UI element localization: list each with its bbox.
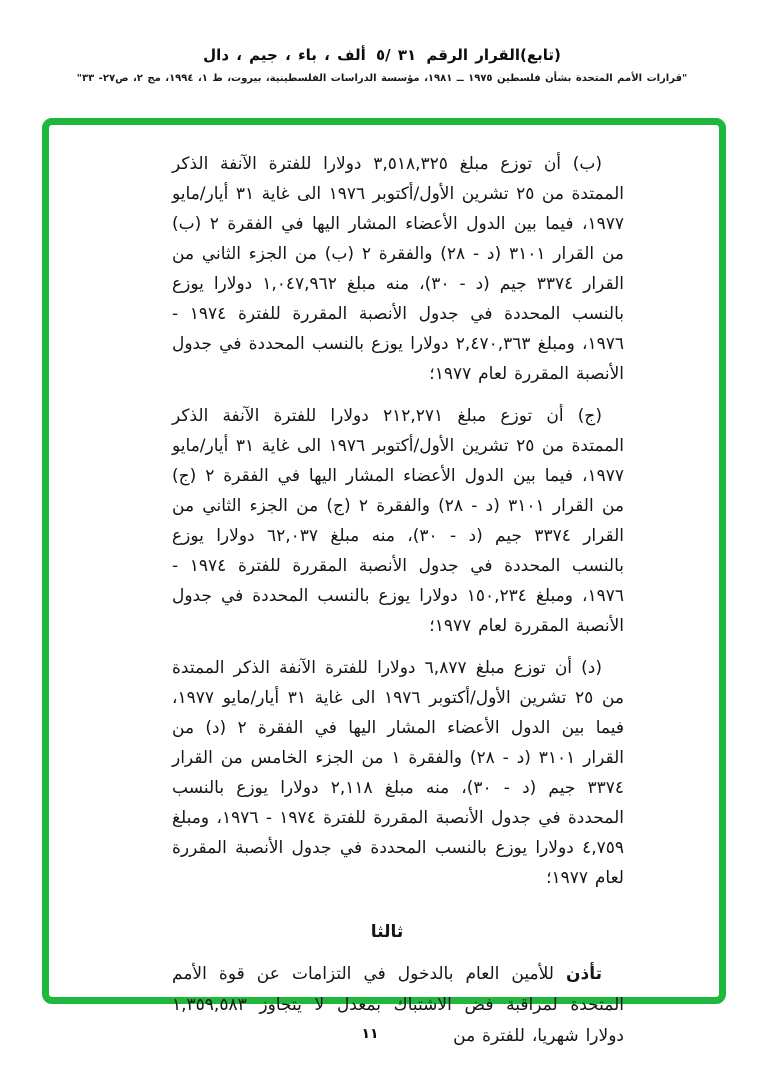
resolution-title [0,46,764,64]
resolution-title-post: ألف ، باء ، جيم ، دال [203,46,366,64]
paragraph-j: (ج) أن توزع مبلغ ٢١٢,٢٧١ دولارا للفترة الآنفة الذكر الممتدة من ٢٥ تشرين الأول/أكتوبر ١٩٧٦ الى غاية ٣١ أيار/مايو ١٩٧٧، فيما بين الدول الأعضاء المشار اليها في الفقرة ٢ (ج) من القرار ٣١٠١ (د - ٢٨) والفقرة ٢ (ج) من الجزء الثاني من القرار ٣٣٧٤ جيم (د - ٣٠)، منه مبلغ ٦٢,٠٣٧ دولارا يوزع بالنسب المحددة في جدول الأنصبة المقررة للفترة ١٩٧٤ - ١٩٧٦، ومبلغ ١٥٠,٢٣٤ دولارا يوزع بالنسب المحددة في جدول الأنصبة المقررة لعام ١٩٧٧؛ [172,406,625,636]
document-body [49,125,719,1052]
resolution-number: ٣١ /٥ [375,46,417,64]
closing-text: للأمين العام بالدخول في التزامات عن قوة الأمم المتحدة لمراقبة فض الاشتباك بمعدل لا يتجاوز ١,٣٥٩,٥٨٣ دولارا شهريا، للفترة من [172,964,624,1046]
highlight-border-annotation [42,118,726,1046]
page-header [0,46,764,84]
page-number: ١١ [361,1026,379,1042]
source-citation: "قرارات الأمم المتحدة بشأن فلسطين ١٩٧٥ ــ ١٩٨١، مؤسسة الدراسات الفلسطينية، بيروت، ط ١، ١٩٩٤، مج ٢، ص٢٧- ٣٣" [76,73,688,84]
section-heading-thalithan: ثالثا [370,922,404,942]
paragraph-b: (ب) أن توزع مبلغ ٣,٥١٨,٣٢٥ دولارا للفترة الآنفة الذكر الممتدة من ٢٥ تشرين الأول/أكتوبر ١٩٧٦ الى غاية ٣١ أيار/مايو ١٩٧٧، فيما بين الدول الأعضاء المشار اليها في الفقرة ٢ (ب) من القرار ٣١٠١ (د - ٢٨) والفقرة ٢ (ب) من الجزء الثاني من القرار ٣٣٧٤ جيم (د - ٣٠)، منه مبلغ ١,٠٤٧,٩٦٢ دولارا يوزع بالنسب المحددة في جدول الأنصبة المقررة للفترة ١٩٧٤ - ١٩٧٦، ومبلغ ٢,٤٧٠,٣٦٣ دولارا يوزع بالنسب المحددة في جدول الأنصبة المقررة لعام ١٩٧٧؛ [172,154,625,384]
paragraph-d: (د) أن توزع مبلغ ٦,٨٧٧ دولارا للفترة الآنفة الذكر الممتدة من ٢٥ تشرين الأول/أكتوبر ١٩٧٦ الى غاية ٣١ أيار/مايو ١٩٧٧، فيما بين الدول الأعضاء المشار اليها في الفقرة ٢ (د) من القرار ٣١٠١ (د - ٢٨) والفقرة ١ من الجزء الخامس من القرار ٣٣٧٤ جيم (د - ٣٠)، منه مبلغ ٢,١١٨ دولارا يوزع بالنسب المحددة في جدول الأنصبة المقررة للفترة ١٩٧٤ - ١٩٧٦، ومبلغ ٤,٧٥٩ دولارا يوزع بالنسب المحددة في جدول الأنصبة المقررة لعام ١٩٧٧؛ [172,658,625,888]
resolution-title-pre: (تابع)القرار الرقم [426,46,561,64]
closing-lead-word: تأذن [565,964,602,984]
